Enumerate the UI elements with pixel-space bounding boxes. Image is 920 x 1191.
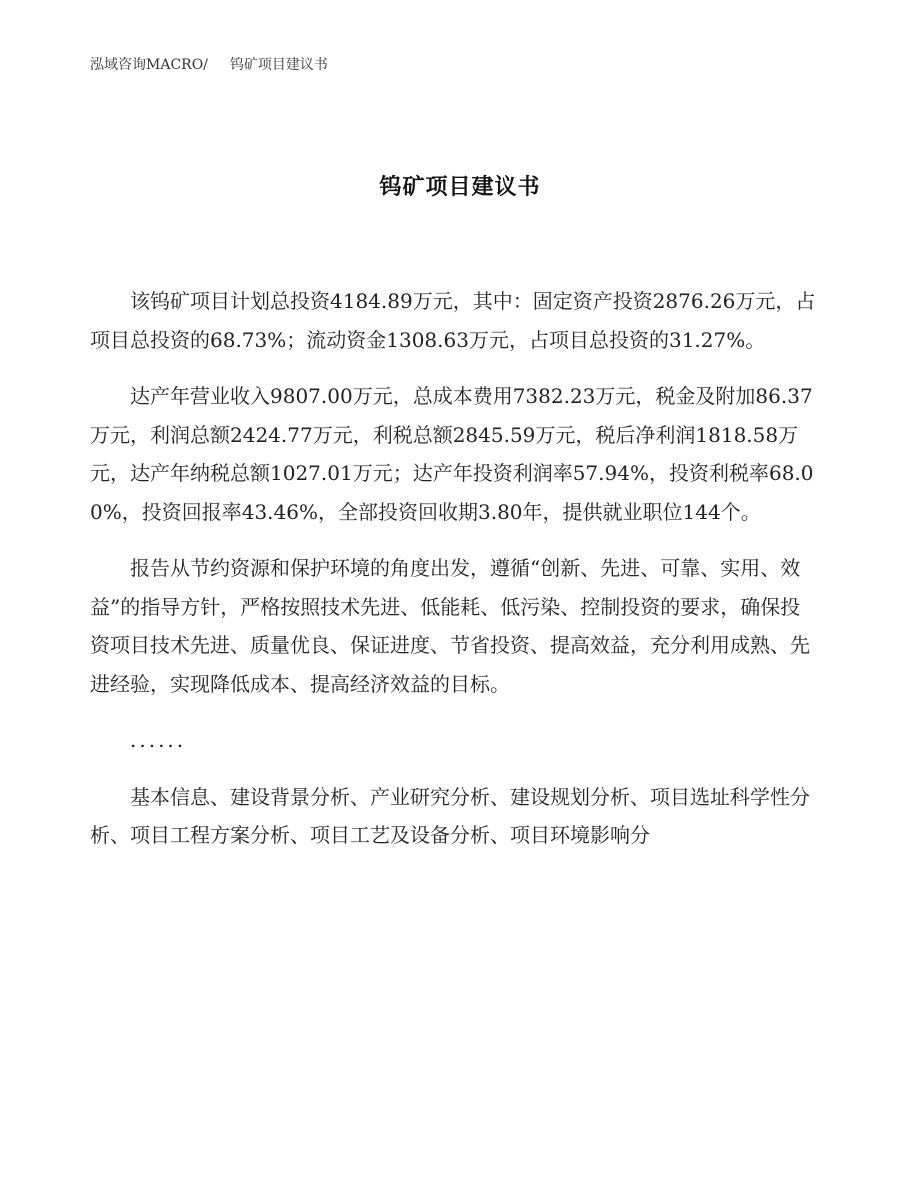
- paragraph-principles: 报告从节约资源和保护环境的角度出发，遵循“创新、先进、可靠、实用、效益”的指导方针，严格按照技术先进、低能耗、低污染、控制投资的要求，确保投资项目技术先进、质量优良、保证进度、节省投资、提高效益，充分利用成熟、先进经验，实现降低成本、提高经济效益的目标。: [90, 556, 810, 696]
- running-header: [90, 54, 328, 74]
- page-title: 钨矿项目建议书: [379, 174, 541, 200]
- ellipsis: ......: [130, 728, 187, 752]
- document-body: [90, 282, 820, 873]
- paragraph-financials: 达产年营业收入9807.00万元，总成本费用7382.23万元，税金及附加86.37万元，利润总额2424.77万元，利税总额2845.59万元，税后净利润1818.58万元，达产年纳税总额1027.01万元；达产年投资利润率57.94%，投资利税率68.00%，投资回报率43.46%，全部投资回收期3.80年，提供就业职位144个。: [90, 384, 814, 524]
- paragraph-contents: 基本信息、建设背景分析、产业研究分析、建设规划分析、项目选址科学性分析、项目工程方案分析、项目工艺及设备分析、项目环境影响分: [90, 784, 810, 847]
- header-doc-name: 钨矿项目建议书: [229, 57, 328, 73]
- header-publisher: 泓域咨询MACRO/: [90, 57, 208, 73]
- paragraph-investment: 该钨矿项目计划总投资4184.89万元，其中：固定资产投资2876.26万元，占项目总投资的68.73%；流动资金1308.63万元，占项目总投资的31.27%。: [90, 289, 816, 352]
